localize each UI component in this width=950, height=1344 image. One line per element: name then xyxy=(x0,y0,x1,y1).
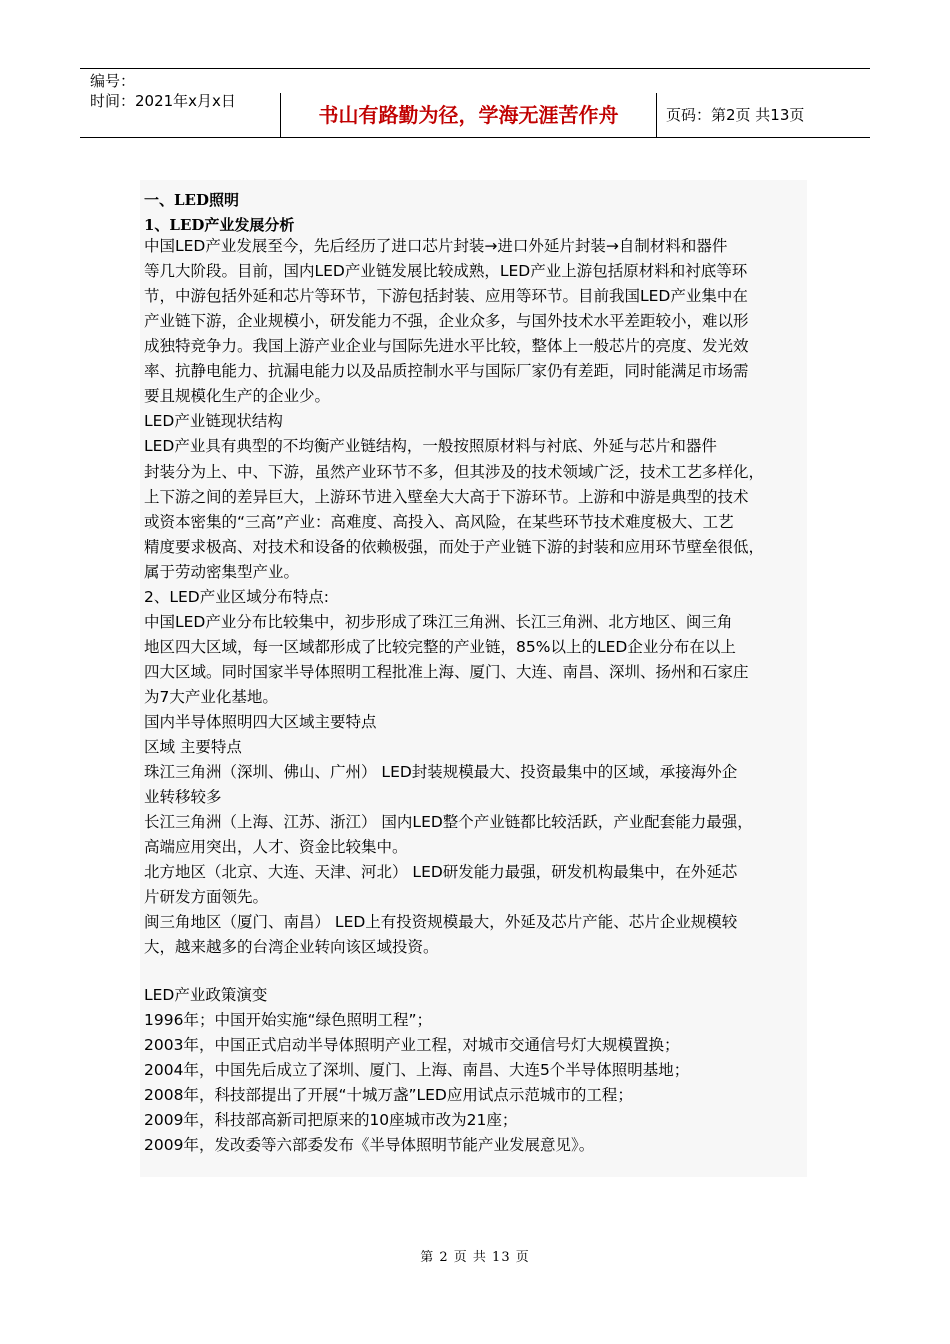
text-line: 节，中游包括外延和芯片等环节，下游包括封装、应用等环节。目前我国LED产业集中在 xyxy=(144,287,748,305)
text-line: 2009年，科技部高新司把原来的10座城市改为21座； xyxy=(144,1111,518,1129)
text-line: 2004年，中国先后成立了深圳、厦门、上海、南昌、大连5个半导体照明基地； xyxy=(144,1061,690,1079)
text-line: LED产业链现状结构 xyxy=(144,412,283,430)
text-line: 2003年，中国正式启动半导体照明产业工程，对城市交通信号灯大规模置换； xyxy=(144,1036,680,1054)
text-line: 四大区域。同时国家半导体照明工程批准上海、厦门、大连、南昌、深圳、扬州和石家庄 xyxy=(144,663,749,681)
text-line: 区域 主要特点 xyxy=(144,738,242,756)
page-info: 页码：第2页 共13页 xyxy=(666,106,805,124)
text-line: 地区四大区域，每一区域都形成了比较完整的产业链，85%以上的LED企业分布在以上 xyxy=(144,638,736,656)
text-line: 大，越来越多的台湾企业转向该区域投资。 xyxy=(144,938,439,956)
text-line: LED产业具有典型的不均衡产业链结构，一般按照原材料与衬底、外延与芯片和器件 xyxy=(144,437,717,455)
text-line: 长江三角洲（上海、江苏、浙江） 国内LED整个产业链都比较活跃，产业配套能力最强， xyxy=(144,813,753,831)
page-header xyxy=(80,68,870,138)
text-line: 或资本密集的“三高”产业：高难度、高投入、高风险，在某些环节技术难度极大、工艺 xyxy=(144,513,734,531)
time-label: 时间：2021年x月x日 xyxy=(90,92,236,110)
text-line: 精度要求极高、对技术和设备的依赖极强，而处于产业链下游的封装和应用环节壁垒很低， xyxy=(144,538,765,556)
section-heading: 1、LED产业发展分析 xyxy=(144,216,295,234)
text-line: 率、抗静电能力、抗漏电能力以及品质控制水平与国际厂家仍有差距，同时能满足市场需 xyxy=(144,362,749,380)
text-line: 北方地区（北京、大连、天津、河北） LED研发能力最强，研发机构最集中，在外延芯 xyxy=(144,863,738,881)
text-line: 片研发方面领先。 xyxy=(144,888,269,906)
text-line: 封装分为上、中、下游，虽然产业环节不多，但其涉及的技术领域广泛，技术工艺多样化， xyxy=(144,463,765,481)
text-line: 2、LED产业区域分布特点: xyxy=(144,588,329,606)
text-line: 国内半导体照明四大区域主要特点 xyxy=(144,713,377,731)
text-line: 1996年；中国开始实施“绿色照明工程”； xyxy=(144,1011,433,1029)
text-line: 上下游之间的差异巨大，上游环节进入壁垒大大高于下游环节。上游和中游是典型的技术 xyxy=(144,488,749,506)
text-line: 2009年，发改委等六部委发布《半导体照明节能产业发展意见》。 xyxy=(144,1136,595,1154)
text-line: LED产业政策演变 xyxy=(144,986,268,1004)
text-line: 闽三角地区（厦门、南昌） LED上有投资规模最大，外延及芯片产能、芯片企业规模较 xyxy=(144,913,738,931)
page-footer: 第 2 页 共 13 页 xyxy=(420,1250,530,1265)
text-line: 等几大阶段。目前，国内LED产业链发展比较成熟，LED产业上游包括原材料和衬底等环 xyxy=(144,262,748,280)
number-label: 编号： xyxy=(90,72,136,90)
header-meta xyxy=(90,71,236,111)
header-divider xyxy=(656,93,657,137)
header-motto: 书山有路勤为径，学海无涯苦作舟 xyxy=(318,103,619,127)
text-line: 业转移较多 xyxy=(144,788,222,806)
text-line: 成独特竞争力。我国上游产业企业与国际先进水平比较，整体上一般芯片的亮度、发光效 xyxy=(144,337,749,355)
text-line: 中国LED产业分布比较集中，初步形成了珠江三角洲、长江三角洲、北方地区、闽三角 xyxy=(144,613,733,631)
text-line: 要且规模化生产的企业少。 xyxy=(144,387,331,405)
text-line: 中国LED产业发展至今，先后经历了进口芯片封装→进口外延片封装→自制材料和器件 xyxy=(144,237,728,255)
text-line: 2008年，科技部提出了开展“十城万盏”LED应用试点示范城市的工程； xyxy=(144,1086,633,1104)
section-heading: 一、LED照明 xyxy=(144,191,239,209)
text-line: 为7大产业化基地。 xyxy=(144,688,278,706)
text-line: 高端应用突出，人才、资金比较集中。 xyxy=(144,838,408,856)
document-body xyxy=(140,180,807,1177)
text-line: 产业链下游，企业规模小，研发能力不强，企业众多，与国外技术水平差距较小，难以形 xyxy=(144,312,749,330)
text-line: 属于劳动密集型产业。 xyxy=(144,563,300,581)
text-line: 珠江三角洲（深圳、佛山、广州） LED封装规模最大、投资最集中的区域，承接海外企 xyxy=(144,763,738,781)
